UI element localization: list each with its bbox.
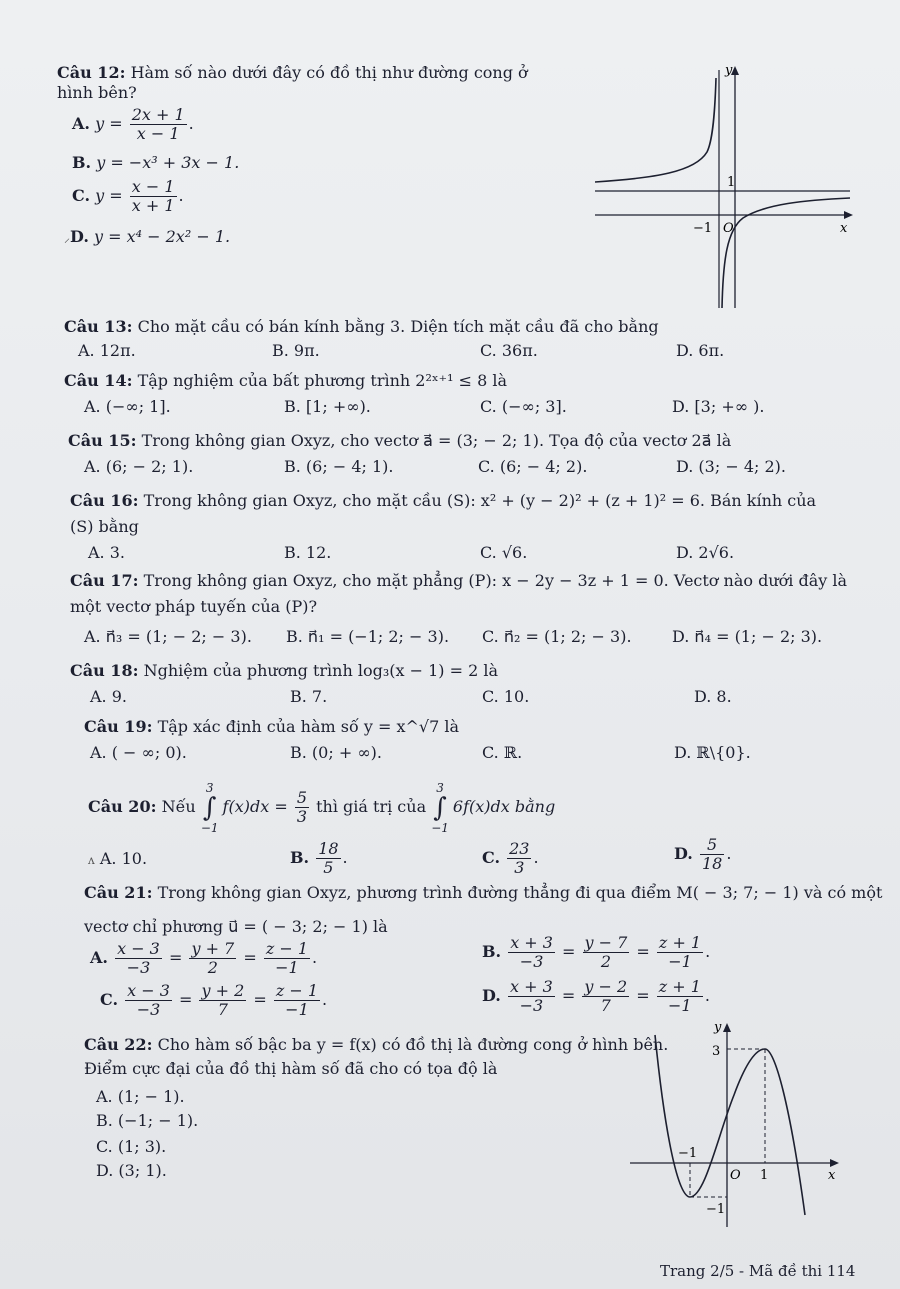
fraction: [130, 178, 177, 215]
origin-label: O: [730, 1168, 741, 1183]
q16-option-b: B. 12.: [284, 543, 332, 562]
fraction: [130, 106, 187, 143]
q16-label: Câu 16:: [70, 491, 139, 510]
curve-left-branch: [595, 78, 716, 182]
q22-text: Cho hàm số bậc ba y = f(x) có đồ thị là đường cong ở hình bên.: [157, 1035, 669, 1054]
q18-option-c: C. 10.: [482, 687, 530, 706]
q16-option-c: C. √6.: [480, 543, 528, 562]
numerator: 18: [318, 839, 339, 858]
numerator: y − 2: [584, 977, 628, 996]
numerator: 5: [296, 788, 307, 807]
fraction: [657, 934, 703, 971]
q17-stem: [70, 570, 847, 592]
numerator: 2x + 1: [131, 105, 185, 124]
q17-option-c: C. n⃗₂ = (1; 2; − 3).: [482, 627, 632, 646]
integral-symbol: ∫: [433, 792, 447, 823]
q20-stem: [88, 780, 555, 835]
q15-label: Câu 15:: [68, 431, 137, 450]
denominator: 18: [701, 854, 723, 873]
q12-text-2: hình bên?: [57, 83, 137, 102]
q13-option-b: B. 9π.: [272, 341, 320, 360]
label-three: 3: [712, 1044, 721, 1059]
q17-option-a: A. n⃗₃ = (1; − 2; − 3).: [84, 627, 252, 646]
q19-option-a: A. ( − ∞; 0).: [90, 743, 187, 762]
numerator: 23: [509, 839, 530, 858]
denominator: 5: [323, 858, 334, 877]
q20-text: Nếu: [161, 797, 196, 816]
numerator: z − 1: [265, 939, 308, 958]
denominator: −1: [668, 952, 692, 971]
y-axis-arrow: [723, 1023, 731, 1032]
integrand-1: f(x)dx =: [222, 797, 288, 816]
q12-text: Hàm số nào dưới đây có đồ thị như đường cong ở: [130, 63, 528, 82]
q12-option-c: [72, 178, 184, 215]
q16-option-d: D. 2√6.: [676, 543, 735, 562]
q20-option-a: [88, 848, 147, 871]
q17-option-b: B. n⃗₁ = (−1; 2; − 3).: [286, 627, 450, 646]
integral-lower-bound: −1: [431, 820, 449, 835]
fraction: [700, 836, 724, 873]
q21-option-c: C. $\frac{x - 3}{-3}$ = $\frac{y + 2}{7}$ = $\frac{z - 1}{-1}$ .: [100, 981, 328, 1019]
y-axis-label: y: [725, 63, 733, 78]
integrand-2: 6f(x)dx bằng: [452, 797, 556, 816]
q13-text: Cho mặt cầu có bán kính bằng 3. Diện tích mặt cầu đã cho bằng: [137, 317, 659, 336]
q12-option-b: [72, 152, 239, 174]
q16-option-a: A. 3.: [88, 543, 125, 562]
origin-label: O: [723, 221, 734, 236]
q22-option-b: B. (−1; − 1).: [96, 1111, 199, 1130]
q21-stem: [84, 882, 882, 904]
q12-option-d: [64, 226, 230, 249]
label-one: 1: [760, 1168, 769, 1183]
label-minus-one-x: −1: [678, 1146, 698, 1161]
q21-label: Câu 21:: [84, 883, 153, 902]
x-axis-arrow: [844, 211, 853, 219]
q19-option-d: D. ℝ\{0}.: [674, 743, 751, 762]
denominator: 3: [296, 807, 307, 826]
fraction: [199, 982, 246, 1019]
q19-text: Tập xác định của hàm số y = x^√7 là: [157, 717, 460, 736]
option-label: C.: [100, 990, 119, 1009]
option-prefix: y =: [95, 114, 123, 133]
q15-option-c: C. (6; − 4; 2).: [478, 457, 588, 476]
q19-stem: [84, 716, 459, 738]
x-axis-arrow: [830, 1159, 839, 1167]
integral-upper-bound: 3: [205, 780, 214, 795]
q16-text-2: (S) bằng: [70, 517, 139, 536]
page-footer: Trang 2/5 - Mã đề thi 114: [660, 1262, 856, 1280]
q15-option-b: B. (6; − 4; 1).: [284, 457, 394, 476]
integral-symbol: ∫: [202, 792, 217, 823]
q15-option-d: D. (3; − 4; 2).: [676, 457, 786, 476]
q18-label: Câu 18:: [70, 661, 139, 680]
q20-option-d: D. $\frac{5}{18}$ .: [674, 835, 732, 873]
q14-stem: [64, 370, 507, 392]
x-axis-label: x: [840, 221, 848, 236]
q14-label: Câu 14:: [64, 371, 133, 390]
q21-text-2: vectơ chỉ phương u⃗ = ( − 3; 2; − 1) là: [84, 917, 388, 936]
q14-option-d: D. [3; +∞ ).: [672, 397, 765, 416]
integral-upper-bound: 3: [436, 780, 444, 795]
pencil-tick-icon: ʌ: [88, 853, 95, 867]
q21-option-b: B. $\frac{x + 3}{-3}$ = $\frac{y - 7}{2}$ = $\frac{z + 1}{-1}$ .: [482, 933, 711, 971]
numerator: y − 7: [584, 933, 628, 952]
q12-stem: [57, 62, 602, 84]
option-prefix: y =: [95, 186, 123, 205]
q15-stem: [68, 430, 731, 452]
q21-option-d: D. $\frac{x + 3}{-3}$ = $\frac{y - 2}{7}$ = $\frac{z + 1}{-1}$ .: [482, 977, 710, 1015]
q14-option-b: B. [1; +∞).: [284, 397, 371, 416]
fraction: [274, 982, 320, 1019]
y-axis-label: y: [714, 1020, 722, 1035]
q17-text: Trong không gian Oxyz, cho mặt phẳng (P): x − 2y − 3z + 1 = 0. Vectơ nào dưới đây là: [143, 571, 848, 590]
integral-sign: [201, 781, 219, 835]
denominator: −3: [126, 958, 151, 977]
q22-stem: [84, 1034, 668, 1056]
q22-option-a: A. (1; − 1).: [96, 1087, 185, 1106]
q18-stem: [70, 660, 498, 682]
q22-label: Câu 22:: [84, 1035, 153, 1054]
fraction: [115, 940, 162, 977]
denominator: −1: [285, 1000, 309, 1019]
fraction: [189, 940, 236, 977]
q19-label: Câu 19:: [84, 717, 153, 736]
numerator: z + 1: [658, 977, 701, 996]
denominator: −3: [136, 1000, 161, 1019]
integral-sign: [431, 781, 449, 835]
q13-label: Câu 13:: [64, 317, 133, 336]
cubic-curve: [655, 1035, 805, 1215]
numerator: x + 3: [510, 933, 553, 952]
denominator: −1: [668, 996, 692, 1015]
option-label: A.: [72, 114, 90, 133]
q13-stem: [64, 316, 659, 338]
q16-text: Trong không gian Oxyz, cho mặt cầu (S): x² + (y − 2)² + (z + 1)² = 6. Bán kính của: [143, 491, 817, 510]
option-label: B.: [482, 942, 502, 961]
q20-option-c: C. $\frac{23}{3}$ .: [482, 839, 539, 877]
option-label: C.: [72, 186, 91, 205]
q18-option-a: A. 9.: [90, 687, 127, 706]
q19-option-b: B. (0; + ∞).: [290, 743, 382, 762]
q17-label: Câu 17:: [70, 571, 139, 590]
denominator: 2: [600, 952, 612, 971]
q20-option-b: B. $\frac{18}{5}$ .: [290, 839, 348, 877]
option-label: D.: [674, 844, 693, 863]
x-axis-label: x: [828, 1168, 836, 1183]
option-label: A.: [90, 948, 108, 967]
option-label: B.: [290, 848, 310, 867]
q18-option-b: B. 7.: [290, 687, 328, 706]
q14-text: Tập nghiệm của bất phương trình 2²ˣ⁺¹ ≤ 8 là: [137, 371, 508, 390]
q20-text-mid: thì giá trị của: [316, 797, 427, 816]
numerator: x − 3: [127, 981, 170, 1000]
option-text: A. 10.: [99, 849, 148, 868]
q13-option-a: A. 12π.: [78, 341, 136, 360]
fraction: [583, 934, 630, 971]
option-label: C.: [482, 848, 501, 867]
q12-label: Câu 12:: [57, 63, 126, 82]
fraction: [264, 940, 310, 977]
q22-option-d: D. (3; 1).: [96, 1161, 167, 1180]
numerator: x − 3: [117, 939, 160, 958]
fraction: [295, 789, 309, 826]
numerator: x + 3: [509, 977, 553, 996]
fraction: [507, 840, 531, 877]
option-suffix: .: [188, 114, 194, 133]
fraction: [657, 978, 703, 1015]
option-label: B.: [72, 153, 92, 172]
numerator: z − 1: [275, 981, 319, 1000]
q18-text: Nghiệm của phương trình log₃(x − 1) = 2 là: [143, 661, 499, 680]
denominator: 7: [600, 996, 611, 1015]
denominator: x − 1: [136, 124, 180, 143]
q16-stem: [70, 490, 816, 512]
q12-graph: [595, 60, 860, 310]
denominator: x + 1: [131, 196, 175, 215]
q19-option-c: C. ℝ.: [482, 743, 523, 762]
q15-text: Trong không gian Oxyz, cho vectơ a⃗ = (3; − 2; 1). Tọa độ của vectơ 2a⃗ là: [141, 431, 732, 450]
q22-text-2: Điểm cực đại của đồ thị hàm số đã cho có tọa độ là: [84, 1059, 498, 1078]
numerator: 5: [700, 836, 724, 855]
numerator: z + 1: [658, 933, 702, 952]
numerator: y + 7: [191, 939, 235, 958]
q18-option-d: D. 8.: [694, 687, 732, 706]
fraction: [582, 978, 629, 1015]
q12-option-a: [72, 106, 194, 143]
q17-text-2: một vectơ pháp tuyến của (P)?: [70, 597, 318, 616]
q14-option-c: C. (−∞; 3].: [480, 397, 567, 416]
option-text: y = x⁴ − 2x² − 1.: [93, 227, 231, 246]
option-label: D.: [70, 227, 89, 246]
fraction: [508, 978, 555, 1015]
label-minus-one-y: −1: [706, 1202, 726, 1217]
q14-option-a: A. (−∞; 1].: [84, 397, 171, 416]
denominator: 2: [207, 958, 218, 977]
fraction: [316, 840, 340, 877]
denominator: 7: [217, 1000, 228, 1019]
fraction: [508, 934, 555, 971]
denominator: −1: [275, 958, 299, 977]
label-minus-one: −1: [693, 221, 713, 236]
integral-lower-bound: −1: [200, 820, 219, 835]
q21-option-a: A. $\frac{x - 3}{-3}$ = $\frac{y + 7}{2}$ = $\frac{z - 1}{-1}$ .: [90, 939, 318, 977]
q17-option-d: D. n⃗₄ = (1; − 2; 3).: [672, 627, 823, 646]
q21-text: Trong không gian Oxyz, phương trình đường thẳng đi qua điểm M( − 3; 7; − 1) và có một: [157, 883, 883, 902]
denominator: 3: [514, 858, 525, 877]
q22-graph: [630, 1015, 850, 1230]
option-suffix: .: [178, 186, 184, 205]
numerator: x − 1: [131, 177, 175, 196]
q15-option-a: A. (6; − 2; 1).: [84, 457, 194, 476]
option-label: D.: [482, 986, 501, 1005]
fraction: [125, 982, 172, 1019]
pencil-tick-icon: ⸝: [64, 231, 71, 245]
denominator: −3: [519, 996, 544, 1015]
numerator: y + 2: [201, 981, 245, 1000]
q22-option-c: C. (1; 3).: [96, 1137, 167, 1156]
q13-option-c: C. 36π.: [480, 341, 538, 360]
q13-option-d: D. 6π.: [676, 341, 725, 360]
option-text: y = −x³ + 3x − 1.: [96, 153, 240, 172]
q20-label: Câu 20:: [88, 797, 157, 816]
denominator: −3: [519, 952, 544, 971]
label-one: 1: [727, 175, 736, 190]
